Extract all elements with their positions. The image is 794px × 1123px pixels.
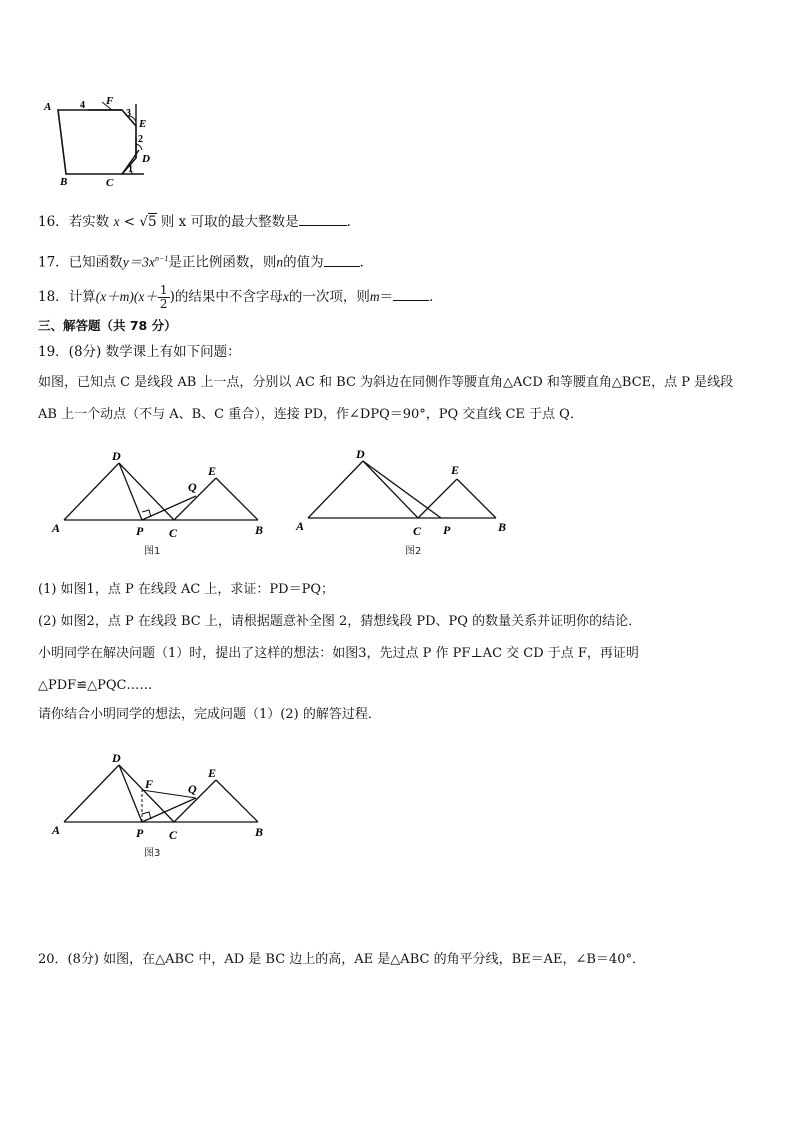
q19-sub-2: (2) 如图2，点 P 在线段 BC 上，请根据题意补全图 2，猜想线段 PD、PQ 的数量关系并证明你的结论． [38,614,642,629]
q19-head: 19．(8分) 数学课上有如下问题： [38,344,241,360]
q18-eq: ＝ [379,289,394,305]
fig2-label-C: C [413,524,422,538]
q17-func-eq: ＝3x [128,254,155,270]
fig1-label-Q: Q [188,480,197,494]
q18-var-x: x [282,289,289,304]
q17-func-lhs: y [122,254,129,270]
q17-text-a: 已知函数 [68,254,123,271]
figure-3 [50,748,270,860]
q18-text-a: 计算 [68,289,96,305]
q18-text-b: 的结果中不含字母 [174,289,283,305]
q17-answer-blank[interactable] [324,252,360,267]
fig15-label-2: 2 [138,134,143,145]
q18-text-c: 的一次项，则 [288,289,370,305]
q18-var-m: m [369,289,380,304]
q17-end: ． [359,254,374,271]
q17-func-exp: n−1 [154,254,169,263]
fig2-label-E: E [451,463,460,477]
q16-sqrt: √5 [139,214,157,230]
q19-paragraph-2: AB 上一个动点（不与 A、B、C 重合），连接 PD，作∠DPQ＝90°，PQ 交直线 CE 于点 Q． [38,407,583,422]
fig15-label-4: 4 [80,100,85,111]
fig3-label-B: B [255,825,264,839]
q16-end: ． [346,214,361,230]
q18-fraction [158,284,170,311]
q16-text-a: 若实数 [68,214,110,230]
q16-lt: < [123,214,136,230]
q18-end: ． [429,289,443,305]
fig3-label-E: E [208,766,217,780]
figure-1 [50,448,270,558]
q17-text-c: 的值为 [283,254,324,271]
q19-paragraph-1: 如图，已知点 C 是线段 AB 上一点，分别以 AC 和 BC 为斜边在同侧作等腰直角△ACD 和等腰直角△BCE，点 P 是线段 [38,375,734,390]
q18-expr1: (x＋m)(x＋ [95,289,158,304]
fig3-label-A: A [52,823,61,837]
q17-var-n: n [276,254,284,270]
q17-text-b: 是正比例函数，则 [168,254,277,271]
q18-frac-den: 2 [159,297,168,311]
q19-sub-1: (1) 如图1，点 P 在线段 AC 上，求证：PD＝PQ； [38,582,335,597]
section-heading: 三、解答题（共 78 分） [38,318,177,333]
fig1-label-A: A [52,521,61,535]
fig15-label-3: 3 [126,108,131,119]
fig1-caption: 图1 [144,546,161,557]
fig15-label-B: B [60,176,68,188]
figure-polygon [40,92,180,192]
question-18 [38,282,443,312]
fig3-caption: 图3 [144,848,161,859]
fig3-label-F: F [145,777,154,791]
fig2-label-B: B [498,520,507,534]
fig15-label-F: F [106,95,114,107]
fig15-label-E: E [139,118,147,130]
fig2-label-D: D [356,447,365,461]
fig2-caption: 图2 [405,546,422,557]
fig1-label-E: E [208,464,217,478]
question-20: 20．(8分) 如图，在△ABC 中，AD 是 BC 边上的高，AE 是△ABC 的角平分线，BE＝AE，∠B＝40°． [38,952,645,967]
question-16 [38,211,360,232]
fig1-label-C: C [169,526,178,540]
fig3-label-C: C [169,828,178,842]
q18-expr2: ) [169,289,175,305]
figure-2 [290,444,520,558]
q19-sub-5: 请你结合小明同学的想法，完成问题（1）(2) 的解答过程． [38,707,381,722]
q16-number: 16． [38,214,69,230]
q16-answer-blank[interactable] [299,211,347,226]
fig15-label-A: A [44,101,52,113]
fig1-label-P: P [136,524,144,538]
q18-answer-blank[interactable] [393,286,429,301]
q18-number: 18． [38,289,69,305]
q19-sub-3: 小明同学在解决问题（1）时，提出了这样的想法：如图3，先过点 P 作 PF⊥AC 交 CD 于点 F，再证明 [38,646,639,661]
fig15-label-1: 1 [128,164,133,175]
q19-sub-4: △PDF≌△PQC…… [38,678,153,693]
fig3-label-Q: Q [188,782,197,796]
fig2-label-A: A [296,519,305,533]
fig2-label-P: P [443,523,451,537]
q16-text-b: 则 x 可取的最大整数是 [160,214,299,230]
question-17 [38,249,373,273]
fig15-label-C: C [106,177,114,189]
q16-radicand: 5 [148,214,157,230]
q16-var-x: x [113,214,120,229]
q17-number: 17． [38,254,69,271]
q18-frac-num: 1 [159,283,168,297]
fig1-label-D: D [112,449,121,463]
fig1-label-B: B [255,523,264,537]
fig3-label-D: D [112,751,121,765]
fig3-label-P: P [136,826,144,840]
fig15-label-D: D [142,153,150,165]
